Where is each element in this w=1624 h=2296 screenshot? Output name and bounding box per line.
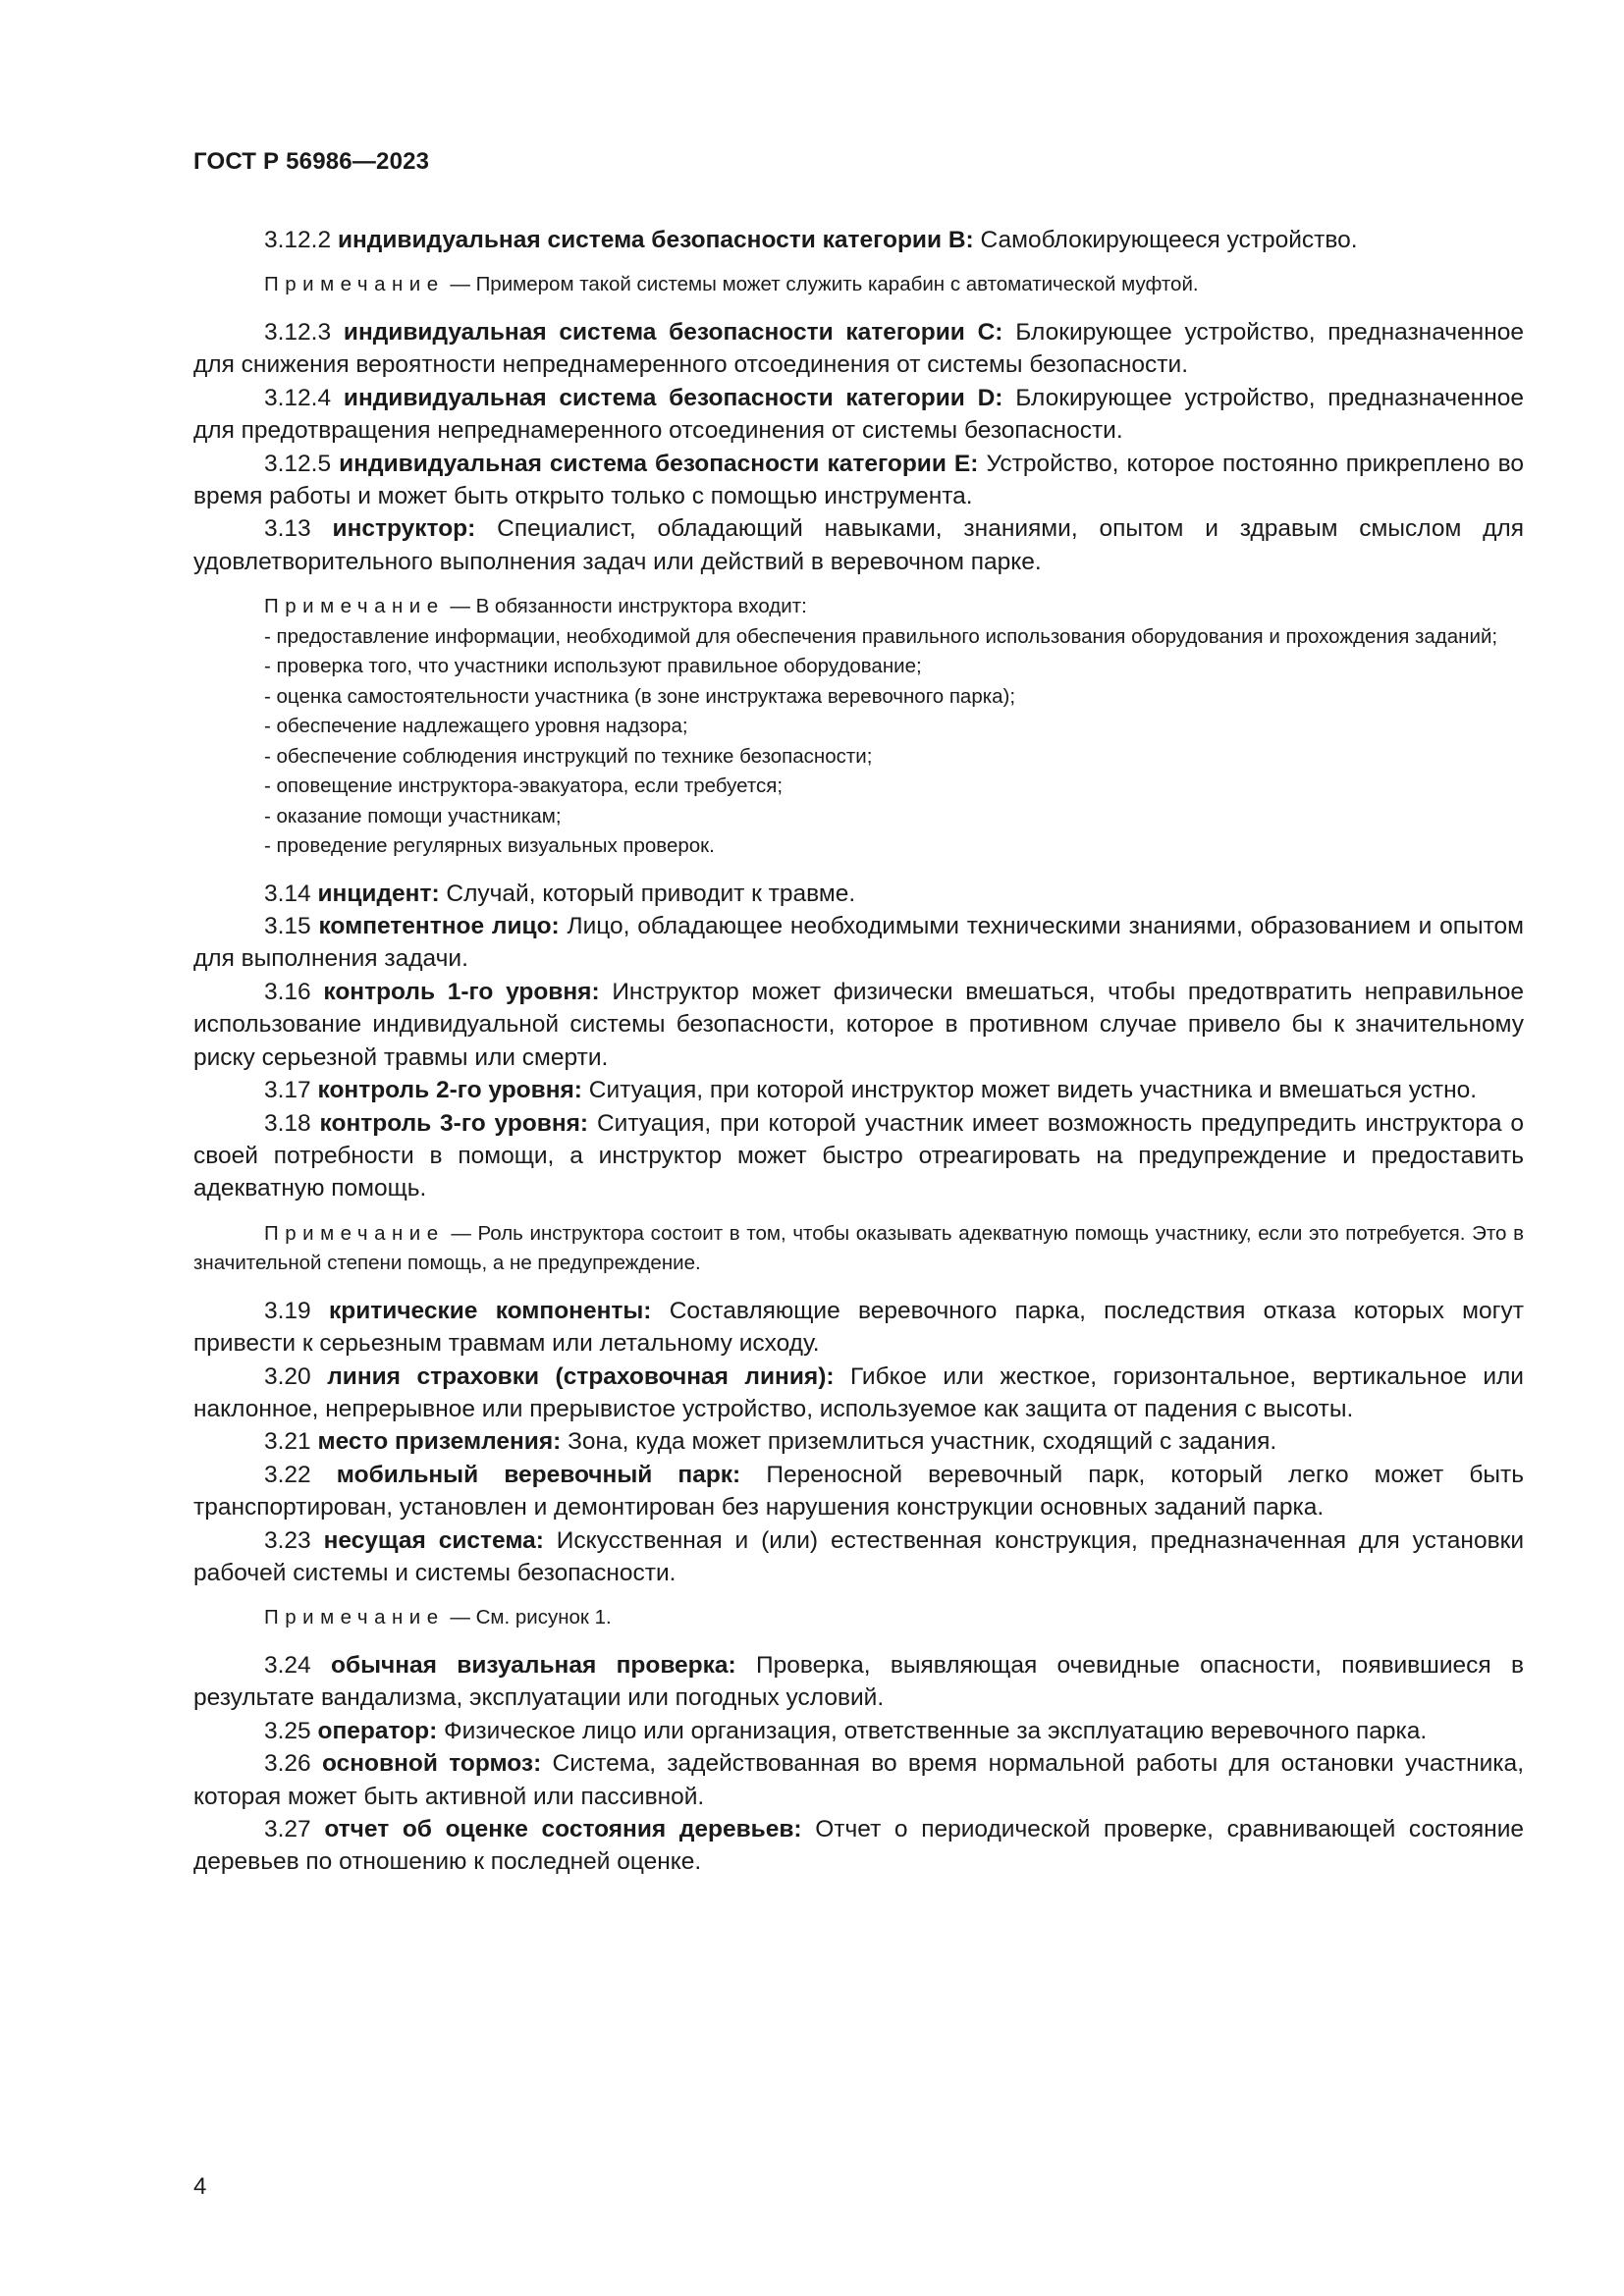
term-name: индивидуальная система безопасности категории С: xyxy=(343,318,1003,346)
term-name: обычная визуальная проверка: xyxy=(331,1651,736,1679)
list-item: - оказание помощи участникам; xyxy=(264,804,562,828)
note-list xyxy=(193,592,1524,862)
note-label: Примечание xyxy=(264,1221,445,1245)
term-name: основной тормоз: xyxy=(321,1750,542,1778)
list-item: - предоставление информации, необходимой для обеспечения правильного использования оборудования и прохождения заданий; xyxy=(264,624,1498,648)
term-name: отчет об оценке состояния деревьев: xyxy=(324,1815,802,1842)
term-entry: 3.12.2 индивидуальная система безопасности категории В: Самоблокирующееся устройство. xyxy=(264,227,1358,253)
term-entry: 3.27 отчет об оценке состояния деревьев: Отчет о периодической проверке, сравнивающей состояние деревьев по отношению к последней оценке. xyxy=(193,1815,1524,1876)
term-entry: 3.21 место приземления: Зона, куда может приземлиться участник, сходящий с задания. xyxy=(264,1428,1277,1456)
term-name: линия страховки (страховочная линия): xyxy=(327,1362,835,1390)
page-number: 4 xyxy=(193,2173,207,2200)
document-body xyxy=(193,224,1524,1879)
list-item: - обеспечение соблюдения инструкций по технике безопасности; xyxy=(264,744,873,768)
list-item: - проверка того, что участники используют правильное оборудование; xyxy=(264,655,922,678)
term-name: несущая система: xyxy=(323,1526,544,1554)
term-entry: 3.25 оператор: Физическое лицо или организация, ответственные за эксплуатацию веревочного парка. xyxy=(264,1717,1428,1744)
list-item: - оповещение инструктора-эвакуатора, если требуется; xyxy=(264,774,784,798)
term-name: компетентное лицо: xyxy=(318,913,560,940)
term-entry: 3.19 критические компоненты: Составляющие веревочного парка, последствия отказа которых могут привести к серьезным травмам или летальному исходу. xyxy=(193,1297,1525,1358)
term-entry: 3.12.3 индивидуальная система безопасности категории С: Блокирующее устройство, предназначенное для снижения вероятности непреднамеренного отсоединения от системы безопасности. xyxy=(193,318,1524,379)
term-entry: 3.24 обычная визуальная проверка: Проверка, выявляющая очевидные опасности, появившиеся в результате вандализма, эксплуатации или погодных условий. xyxy=(193,1651,1525,1712)
note-label: Примечание xyxy=(264,595,445,618)
list-item: - проведение регулярных визуальных проверок. xyxy=(264,834,715,858)
note-label: Примечание xyxy=(264,1606,445,1629)
term-name: индивидуальная система безопасности категории D: xyxy=(343,384,1003,411)
note: Примечание — Роль инструктора состоит в том, чтобы оказывать адекватную помощь участнику, если это потребуется. Это в значительной степени помощь, а не предупреждение. xyxy=(193,1221,1524,1275)
term-entry: 3.22 мобильный веревочный парк: Переносной веревочный парк, который легко может быть транспортирован, установлен и демонтирован без нарушения конструкции основных заданий парка. xyxy=(193,1461,1525,1522)
term-entry: 3.17 контроль 2-го уровня: Ситуация, при которой инструктор может видеть участника и вмешаться устно. xyxy=(264,1077,1478,1104)
term-name: место приземления: xyxy=(317,1428,562,1456)
term-name: контроль 2-го уровня: xyxy=(317,1077,582,1104)
term-name: критические компоненты: xyxy=(328,1297,652,1324)
document-header: ГОСТ Р 56986—2023 xyxy=(193,148,430,175)
term-entry: 3.12.4 индивидуальная система безопасности категории D: Блокирующее устройство, предназначенное для предотвращения непреднамеренного отсоединения от системы безопасности. xyxy=(193,384,1524,445)
term-name: контроль 1-го уровня: xyxy=(323,978,600,1005)
list-item: - оценка самостоятельности участника (в зоне инструктажа веревочного парка); xyxy=(264,684,1016,708)
term-name: контроль 3-го уровня: xyxy=(319,1109,589,1137)
term-entry: 3.14 инцидент: Случай, который приводит к травме. xyxy=(264,880,856,907)
note: Примечание — См. рисунок 1. xyxy=(264,1606,612,1629)
term-entry: 3.23 несущая система: Искусственная и (или) естественная конструкция, предназначенная для установки рабочей системы и системы безопасности. xyxy=(193,1526,1524,1586)
note: Примечание — Примером такой системы может служить карабин с автоматической муфтой. xyxy=(264,273,1199,296)
term-name: оператор: xyxy=(317,1717,438,1744)
term-entry: 3.12.5 индивидуальная система безопасности категории Е: Устройство, которое постоянно прикреплено во время работы и может быть открыто только с помощью инструмента. xyxy=(193,450,1524,509)
term-entry: 3.18 контроль 3-го уровня: Ситуация, при которой участник имеет возможность предупредить инструктора о своей потребности в помощи, а инструктор может быстро отреагировать на предупреждение и предоставить адекватную помощь. xyxy=(193,1109,1524,1202)
term-name: индивидуальная система безопасности категории В: xyxy=(337,227,974,253)
term-name: индивидуальная система безопасности категории Е: xyxy=(339,450,979,477)
term-entry: 3.13 инструктор: Специалист, обладающий навыками, знаниями, опытом и здравым смыслом для удовлетворительного выполнения задач или действий в веревочном парке. xyxy=(193,515,1524,575)
term-name: инцидент: xyxy=(317,880,440,907)
term-entry: 3.26 основной тормоз: Система, задействованная во время нормальной работы для остановки участника, которая может быть активной или пассивной. xyxy=(193,1750,1524,1810)
term-name: инструктор: xyxy=(332,515,476,543)
term-entry: 3.15 компетентное лицо: Лицо, обладающее необходимыми техническими знаниями, образованием и опытом для выполнения задачи. xyxy=(193,913,1525,973)
note-label: Примечание xyxy=(264,273,445,296)
note: Примечание — В обязанности инструктора входит: xyxy=(264,595,807,618)
term-entry: 3.20 линия страховки (страховочная линия): Гибкое или жесткое, горизонтальное, вертикальное или наклонное, непрерывное или прерывистое устройство, используемое как защита от падения с высоты. xyxy=(193,1362,1524,1422)
term-name: мобильный веревочный парк: xyxy=(336,1461,741,1488)
term-entry: 3.16 контроль 1-го уровня: Инструктор может физически вмешаться, чтобы предотвратить неправильное использование индивидуальной системы безопасности, которое в противном случае привело бы к значительному риску серьезной травмы или смерти. xyxy=(193,978,1524,1071)
list-item: - обеспечение надлежащего уровня надзора; xyxy=(264,715,688,738)
